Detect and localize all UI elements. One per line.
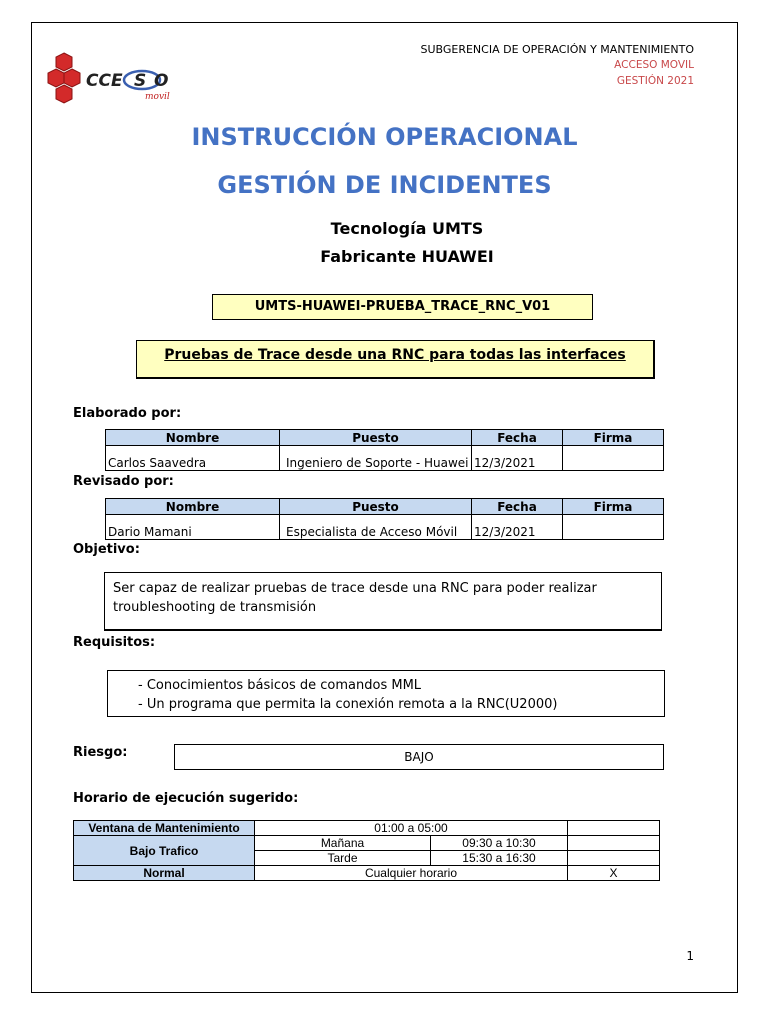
cell-name: Dario Mamani bbox=[106, 515, 280, 540]
manufacturer-label: Fabricante HUAWEI bbox=[320, 247, 494, 266]
low-traffic-label: Bajo Trafico bbox=[74, 836, 255, 866]
elaborated-label: Elaborado por: bbox=[73, 406, 182, 421]
table-row bbox=[74, 821, 660, 836]
col-header-name: Nombre bbox=[106, 430, 280, 446]
schedule-label: Horario de ejecución sugerido: bbox=[73, 791, 299, 806]
page-number: 1 bbox=[686, 949, 694, 963]
risk-value: BAJO bbox=[174, 744, 664, 770]
col-header-signature: Firma bbox=[563, 430, 664, 446]
objective-text: Ser capaz de realizar pruebas de trace desde una RNC para poder realizar troubleshooting de transmisión bbox=[104, 572, 662, 631]
svg-text:movil: movil bbox=[145, 92, 170, 102]
svg-text:O: O bbox=[154, 71, 169, 91]
objective-label: Objetivo: bbox=[73, 542, 140, 557]
company-logo bbox=[42, 49, 177, 105]
table-row bbox=[74, 836, 660, 851]
col-header-name: Nombre bbox=[106, 499, 280, 515]
elaborated-table bbox=[105, 429, 664, 471]
cell-date: 12/3/2021 bbox=[472, 446, 563, 471]
afternoon-mark bbox=[568, 851, 660, 866]
document-page bbox=[31, 22, 738, 993]
col-header-date: Fecha bbox=[472, 499, 563, 515]
cell-position: Ingeniero de Soporte - Huawei bbox=[280, 446, 472, 471]
table-header-row bbox=[106, 499, 664, 515]
col-header-date: Fecha bbox=[472, 430, 563, 446]
document-subtitle: GESTIÓN DE INCIDENTES bbox=[217, 171, 552, 199]
risk-label: Riesgo: bbox=[73, 745, 128, 760]
col-header-position: Puesto bbox=[280, 430, 472, 446]
cell-date: 12/3/2021 bbox=[472, 515, 563, 540]
table-row bbox=[106, 515, 664, 540]
afternoon-value: 15:30 a 16:30 bbox=[431, 851, 568, 866]
cell-signature bbox=[563, 515, 664, 540]
schedule-table bbox=[73, 820, 660, 881]
table-row bbox=[106, 446, 664, 471]
header-department: SUBGERENCIA DE OPERACIÓN Y MANTENIMIENTO bbox=[420, 43, 694, 56]
maintenance-window-label: Ventana de Mantenimiento bbox=[74, 821, 255, 836]
col-header-position: Puesto bbox=[280, 499, 472, 515]
col-header-signature: Firma bbox=[563, 499, 664, 515]
document-description: Pruebas de Trace desde una RNC para todas las interfaces bbox=[136, 340, 655, 379]
table-row bbox=[74, 866, 660, 881]
cell-position: Especialista de Acceso Móvil bbox=[280, 515, 472, 540]
table-header-row bbox=[106, 430, 664, 446]
normal-label: Normal bbox=[74, 866, 255, 881]
list-item: - Un programa que permita la conexión remota a la RNC(U2000) bbox=[138, 697, 558, 712]
svg-text:CCE: CCE bbox=[86, 71, 123, 91]
cell-signature bbox=[563, 446, 664, 471]
header-area: ACCESO MOVIL bbox=[614, 59, 694, 71]
reviewed-label: Revisado por: bbox=[73, 474, 174, 489]
morning-mark bbox=[568, 836, 660, 851]
list-item: - Conocimientos básicos de comandos MML bbox=[138, 678, 422, 693]
technology-label: Tecnología UMTS bbox=[330, 219, 484, 238]
afternoon-label: Tarde bbox=[255, 851, 431, 866]
svg-text:S: S bbox=[134, 71, 147, 91]
normal-mark: X bbox=[568, 866, 660, 881]
maintenance-window-value: 01:00 a 05:00 bbox=[255, 821, 568, 836]
requirements-list bbox=[107, 670, 665, 717]
cell-name: Carlos Saavedra bbox=[106, 446, 280, 471]
maintenance-window-mark bbox=[568, 821, 660, 836]
normal-value: Cualquier horario bbox=[255, 866, 568, 881]
requirements-label: Requisitos: bbox=[73, 635, 156, 650]
reviewed-table bbox=[105, 498, 664, 540]
document-title: INSTRUCCIÓN OPERACIONAL bbox=[191, 123, 578, 151]
header-year: GESTIÓN 2021 bbox=[616, 75, 694, 87]
morning-label: Mañana bbox=[255, 836, 431, 851]
document-code: UMTS-HUAWEI-PRUEBA_TRACE_RNC_V01 bbox=[212, 294, 593, 320]
morning-value: 09:30 a 10:30 bbox=[431, 836, 568, 851]
